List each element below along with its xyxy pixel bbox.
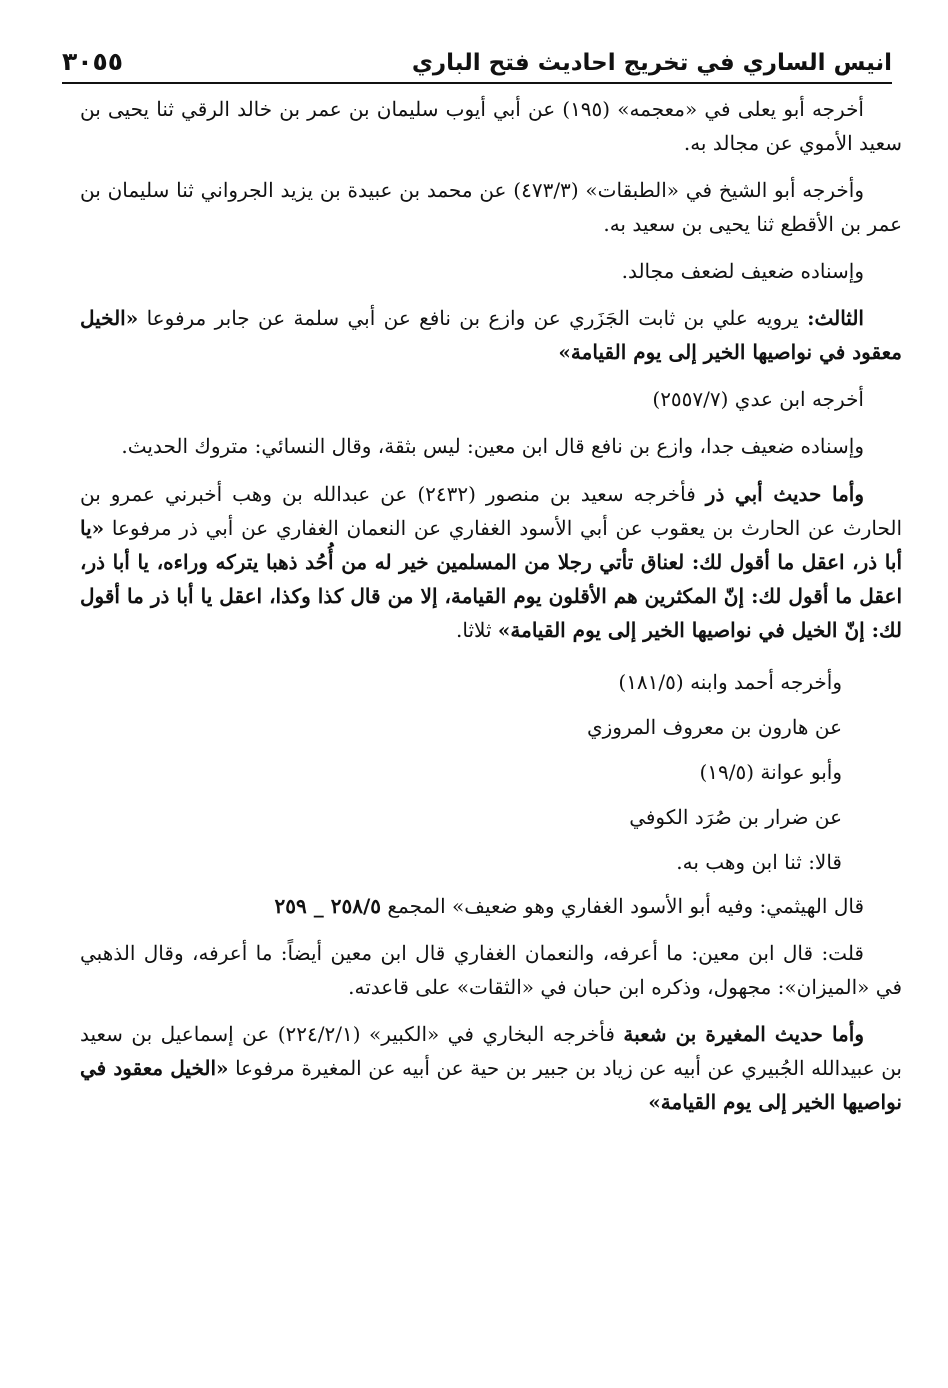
hadith-text: «الخيل معقود في نواصيها الخير إلى يوم القيامة» [80,306,902,364]
paragraph-mughira [80,1017,902,1119]
takhrij-line: وأخرجه أحمد وابنه (١٨١/٥) [618,670,842,694]
takhrij-line: عن هارون بن معروف المروزي [586,715,842,739]
takhrij-line: عن ضرار بن صُرَد الكوفي [629,805,842,829]
hadith-text: «الخيل معقود في نواصيها الخير إلى يوم القيامة» [80,1056,902,1114]
paragraph-text: أخرجه أبو يعلى في «معجمه» (١٩٥) عن أبي أيوب سليمان بن عمر بن خالد الرقي ثنا يحيى بن سعيد الأموي عن مجالد به. [80,97,902,155]
paragraph-third-route [80,301,902,369]
paragraph-text: وإسناده ضعيف جدا، وازع بن نافع قال ابن معين: ليس بثقة، وقال النسائي: متروك الحديث. [121,434,864,458]
reference: ٢٥٨/٥ _ ٢٥٩ [274,894,381,918]
paragraph-wazi-weak [80,429,902,463]
paragraph-text: وأخرجه أبو الشيخ في «الطبقات» (٤٧٣/٣) عن محمد بن عبيدة بن يزيد الجرواني ثنا سليمان بن عمر بن الأقطع ثنا يحيى بن سعيد به. [80,178,902,236]
paragraph-text: وإسناده ضعيف لضعف مجالد. [621,259,864,283]
takhrij-lines [80,660,902,885]
section-lead: وأما حديث أبي ذر [705,482,864,506]
paragraph-abu-alshaykh [80,173,902,241]
hadith-text: «يا أبا ذر، اعقل ما أقول لك: لعناق تأتي رجلا من المسلمين خير له من أُحُد ذهبا يتركه وراءه، يا أبا ذر، اعقل ما أقول لك: إنّ المكثرين هم الأقلون يوم القيامة، إلا من قال كذا وكذا، اعقل يا أبا ذر ما أقول لك: إنّ الخيل في نواصيها الخير إلى يوم القيامة» [80,516,902,642]
paragraph-text: أخرجه ابن عدي (٢٥٥٧/٧) [652,387,864,411]
paragraph-abu-yala [80,92,902,160]
paragraph-tail: ثلاثا. [456,618,498,642]
section-lead: وأما حديث المغيرة بن شعبة [623,1022,864,1046]
page-body [80,92,902,1132]
paragraph-isnad-weak [80,254,902,288]
page-number: ٣٠٥٥ [62,47,124,76]
paragraph-haythami [80,889,902,923]
page-header [62,36,892,84]
paragraph-abu-dharr [80,477,902,647]
takhrij-line: وأبو عوانة (١٩/٥) [699,760,842,784]
running-title: انيس الساري في تخريج احاديث فتح الباري [411,50,892,76]
takhrij-line: قالا: ثنا ابن وهب به. [676,850,842,874]
paragraph-ibn-adi [80,382,902,416]
paragraph-text: قلت: قال ابن معين: ما أعرفه، والنعمان الغفاري قال ابن معين أيضاً: ما أعرفه، وقال الذهبي في «الميزان»: مجهول، وذكره ابن حبان في «الثقات» على قاعدته. [80,941,902,999]
paragraph-text: يرويه علي بن ثابت الجَزَري عن وازع بن نافع عن أبي سلمة عن جابر مرفوعا [138,306,808,330]
paragraph-text: قال الهيثمي: وفيه أبو الأسود الغفاري وهو ضعيف» المجمع [381,894,864,918]
section-lead: الثالث: [807,306,864,330]
paragraph-text: فأخرجه البخاري في «الكبير» (٢٢٤/٢/١) عن إسماعيل بن سعيد بن عبيدالله الجُبيري عن أبيه عن زياد بن جبير بن حية عن أبيه عن المغيرة مرفوعا [80,1022,902,1080]
paragraph-note [80,936,902,1004]
paragraph-text: فأخرجه سعيد بن منصور (٢٤٣٢) عن عبدالله بن وهب أخبرني عمرو بن الحارث عن الحارث بن يعقوب عن أبي الأسود الغفاري عن النعمان الغفاري عن أبي ذر مرفوعا [80,482,902,540]
